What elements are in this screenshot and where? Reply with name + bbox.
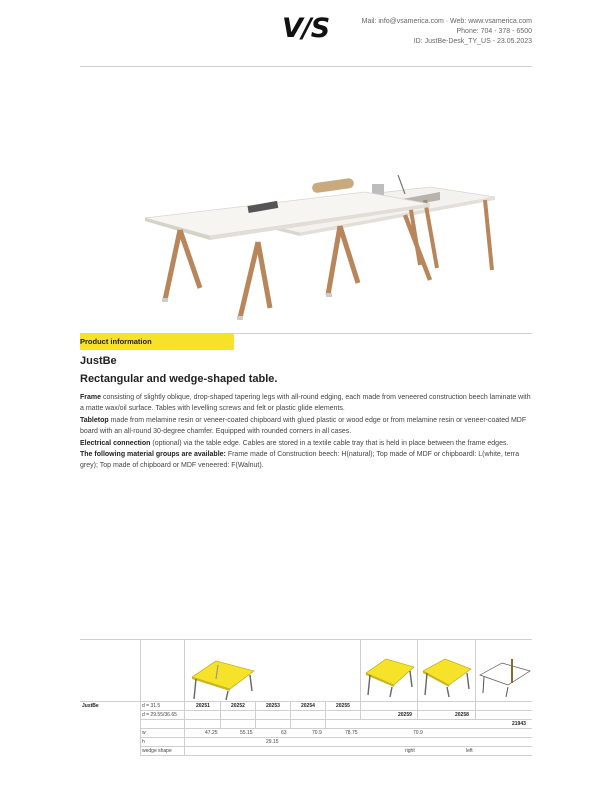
table-rule: [140, 728, 532, 729]
product-information-label: Product information: [80, 334, 234, 350]
electrical-paragraph: [80, 438, 532, 449]
table-wedge-right-thumbnail: [362, 651, 416, 699]
frame-label: Frame: [80, 394, 102, 401]
table-rule: [325, 701, 326, 728]
vs-logo: V/S: [282, 13, 330, 44]
document-id: ID: JustBe-Desk_TY_US - 23.05.2023: [413, 38, 532, 45]
table-rule: [184, 639, 185, 755]
table-wedge-left-thumbnail: [419, 651, 473, 699]
tabletop-label: Tabletop: [80, 416, 109, 424]
width-value: 63: [281, 730, 287, 736]
table-rule: [140, 719, 532, 720]
contact-mail-web: Mail: info@vsamerica.com · Web: www.vsamerica.com: [361, 18, 532, 25]
width-value: 78.75: [345, 730, 358, 736]
model-name: JustBe: [82, 703, 99, 709]
product-name: JustBe: [80, 355, 117, 367]
article-code: 20259: [398, 712, 412, 718]
table-rule: [140, 639, 141, 755]
product-subtitle: Rectangular and wedge-shaped table.: [80, 373, 278, 385]
table-rule: [475, 639, 476, 719]
depth-label-1: d = 31.5: [142, 703, 161, 709]
contact-phone: Phone: 704 - 378 - 6500: [456, 28, 532, 35]
table-rule: [360, 639, 361, 719]
materials-text: Frame made of Construction beech: H(natural); Top made of MDF or chipboardl: L(white, terra grey); Top made of chipboard or MDF veneered: F(Walnut).: [80, 451, 520, 470]
frame-text: consisting of slightly oblique, drop-shaped tapering legs with all-round edging, each made from veneered construction beech laminate with a matte wax/oil surface. Tables with levelling screws and felt or plastic glide elements.: [80, 394, 531, 413]
table-rule: [290, 701, 291, 728]
wedge-shape-label: wedge shape: [142, 748, 172, 754]
article-code: 21943: [512, 721, 526, 727]
height-label: h: [142, 739, 145, 745]
wedge-right: right: [405, 748, 415, 754]
width-value: 47.25: [205, 730, 218, 736]
table-rule: [417, 639, 418, 719]
width-label: w: [142, 730, 146, 736]
product-photo: [140, 170, 500, 330]
width-value: 55.15: [240, 730, 253, 736]
electrical-text: (optional) via the table edge. Cables are stored in a textile cable tray that is held in place between the frame edges.: [150, 439, 509, 447]
article-code: 20258: [455, 712, 469, 718]
table-rule: [80, 701, 532, 702]
depth-label-2: d = 29.55/36.65: [142, 712, 177, 718]
table-rule: [220, 701, 221, 728]
article-code: 20255: [336, 703, 350, 709]
table-rule: [140, 746, 532, 747]
spec-table: [80, 639, 532, 757]
article-code: 20253: [266, 703, 280, 709]
tabletop-text: made from melamine resin or veneer-coated chipboard with glued plastic or wood edge or from melamine resin or veneer-coated MDF board with an all-round 30-degree chamfer. Equipped with rounded corners in all cases.: [80, 416, 527, 436]
table-rule: [80, 639, 532, 640]
electrical-label: Electrical connection: [80, 439, 151, 447]
table-rule: [140, 710, 532, 711]
table-rule: [255, 701, 256, 728]
table-connector-thumbnail: [478, 653, 532, 699]
article-code: 20251: [196, 703, 210, 709]
width-value: 70.9: [312, 730, 322, 736]
materials-paragraph: [80, 449, 532, 472]
width-value-wedge: 70.9: [413, 730, 423, 736]
wedge-left: left: [466, 748, 473, 754]
article-code: 20252: [231, 703, 245, 709]
header-divider: [80, 66, 532, 67]
frame-paragraph: [80, 392, 532, 415]
product-description: [80, 392, 532, 472]
tabletop-paragraph: [80, 415, 532, 438]
height-value: 29.15: [266, 739, 279, 745]
table-rect-thumbnail: [186, 653, 256, 701]
article-code: 20254: [301, 703, 315, 709]
contact-info: [362, 17, 532, 47]
table-rule: [140, 755, 532, 756]
table-rule: [140, 737, 532, 738]
materials-label: The following material groups are available:: [80, 451, 226, 459]
